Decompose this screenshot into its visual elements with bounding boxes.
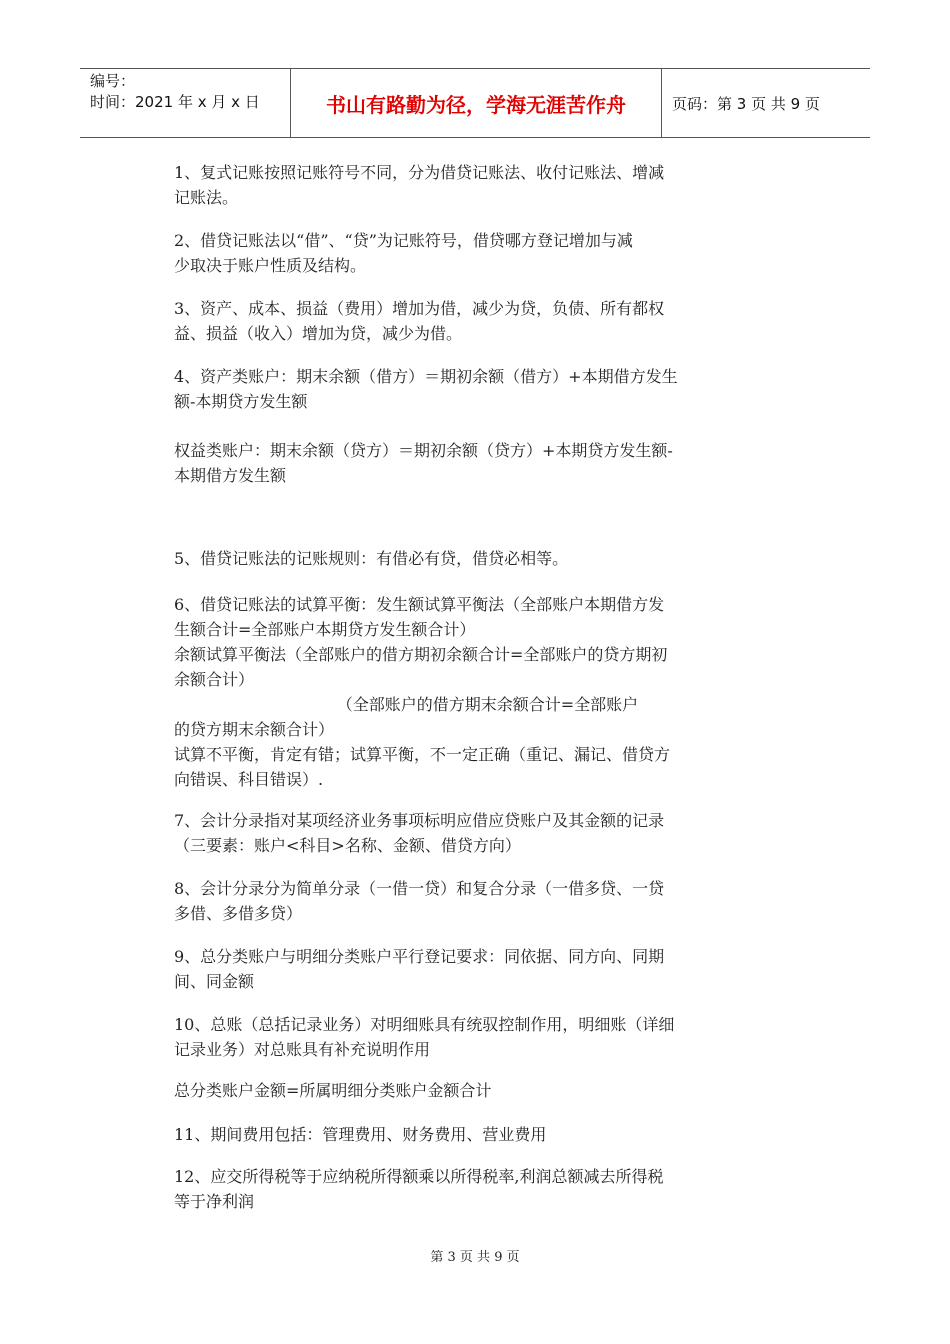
paragraph-11: 11、期间费用包括：管理费用、财务费用、营业费用 bbox=[174, 1125, 547, 1144]
header-meta bbox=[80, 69, 290, 137]
paragraph-10: 10、总账（总括记录业务）对明细账具有统驭控制作用，明细账（详细 记录业务）对总账具有补充说明作用 bbox=[174, 1015, 675, 1059]
page-header bbox=[80, 68, 870, 138]
paragraph-4: 4、资产类账户：期末余额（借方）＝期初余额（借方）+本期借方发生 额-本期贷方发生额 bbox=[174, 367, 678, 411]
document-number: 编号： bbox=[90, 72, 136, 90]
paragraph-7: 7、会计分录指对某项经济业务事项标明应借应贷账户及其金额的记录 （三要素：账户<科目>名称、金额、借贷方向） bbox=[174, 811, 665, 855]
paragraph-3: 3、资产、成本、损益（费用）增加为借，减少为贷，负债、所有都权 益、损益（收入）增加为贷，减少为借。 bbox=[174, 299, 665, 343]
paragraph-8: 8、会计分录分为简单分录（一借一贷）和复合分录（一借多贷、一贷 多借、多借多贷） bbox=[174, 879, 665, 923]
paragraph-1: 1、复式记账按照记账符号不同，分为借贷记账法、收付记账法、增减 记账法。 bbox=[174, 163, 665, 207]
paragraph-6: 6、借贷记账法的试算平衡：发生额试算平衡法（全部账户本期借方发 生额合计=全部账户本期贷方发生额合计） 余额试算平衡法（全部账户的借方期初余额合计=全部账户的贷方期初 余额合计） （全部账户的借方期末余额合计=全部账户 的贷方期末余额合计） 试算不平衡，肯定有错；试算平衡，不一定正确（重记、漏记、借贷方 向错误、科目错误）. bbox=[174, 595, 671, 789]
paragraph-12: 12、应交所得税等于应纳税所得额乘以所得税率,利润总额减去所得税 等于净利润 bbox=[174, 1167, 664, 1211]
header-motto: 书山有路勤为径，学海无涯苦作舟 bbox=[290, 69, 662, 137]
paragraph-2: 2、借贷记账法以“借”、“贷”为记账符号，借贷哪方登记增加与减 少取决于账户性质及结构。 bbox=[174, 231, 633, 275]
paragraph-equity-formula: 权益类账户：期末余额（贷方）＝期初余额（贷方）+本期贷方发生额- 本期借方发生额 bbox=[174, 441, 673, 485]
paragraph-ledger-total: 总分类账户金额=所属明细分类账户金额合计 bbox=[174, 1081, 492, 1100]
paragraph-9: 9、总分类账户与明细分类账户平行登记要求：同依据、同方向、同期 间、同金额 bbox=[174, 947, 665, 991]
paragraph-5: 5、借贷记账法的记账规则：有借必有贷，借贷必相等。 bbox=[174, 549, 569, 568]
page-footer: 第 3 页 共 9 页 bbox=[430, 1250, 520, 1265]
document-date: 时间：2021 年 x 月 x 日 bbox=[90, 93, 260, 111]
header-page-info: 页码：第 3 页 共 9 页 bbox=[672, 94, 820, 113]
